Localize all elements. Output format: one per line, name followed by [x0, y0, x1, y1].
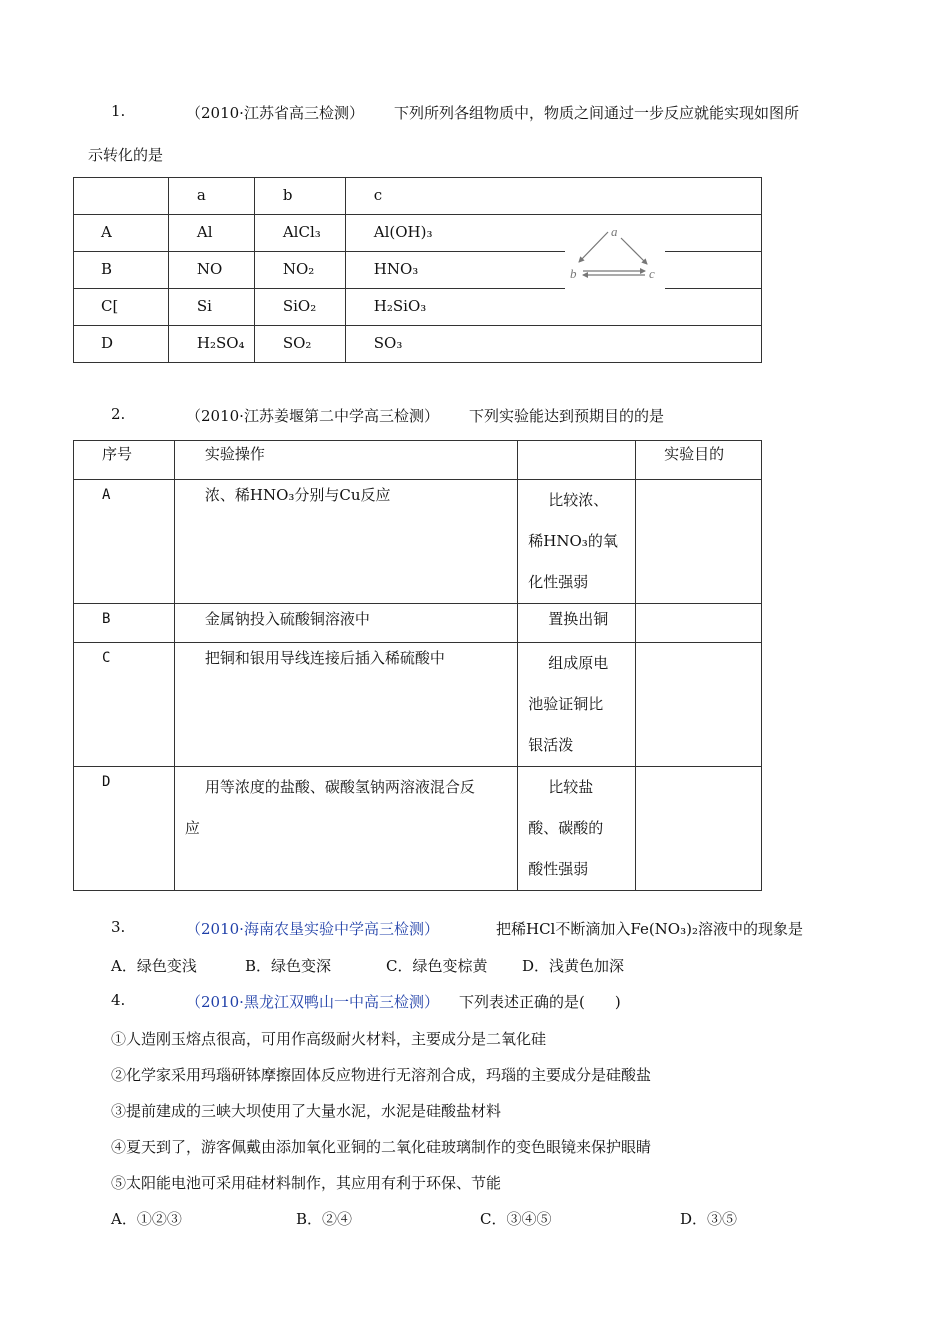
q2-number: 2. [111, 405, 126, 423]
q2-goal-line: 银活泼 [528, 736, 574, 754]
q2-row-label: B [74, 604, 175, 643]
q3-number: 3. [111, 918, 126, 936]
q2-goal-line: 置换出铜 [518, 604, 636, 643]
q2-op-cell [174, 767, 517, 891]
q2-goal-line: 池验证铜比 [528, 695, 604, 713]
q1-cell: H₂SO₄ [168, 326, 254, 363]
q2-header-goal: 实验目的 [636, 441, 762, 480]
q4-text: 下列表述正确的是( ) [459, 993, 621, 1011]
table-row [74, 480, 762, 604]
q2-source: （2010·江苏姜堰第二中学高三检测） [186, 407, 439, 425]
diagram-label-c: c [649, 266, 655, 281]
q1-cell: NO [168, 252, 254, 289]
table-row [74, 178, 762, 215]
q4-statement: ①人造刚玉熔点很高，可用作高级耐火材料，主要成分是二氧化硅 [111, 1030, 547, 1048]
q4-source: （2010·黑龙江双鸭山一中高三检测） [186, 993, 439, 1011]
q2-op-line: 金属钠投入硫酸铜溶液中 [174, 604, 517, 643]
q1-row-label: C[ [74, 289, 169, 326]
q2-row-label: D [74, 767, 175, 891]
q1-cell: SO₃ [345, 326, 761, 363]
q1-header-cell [74, 178, 169, 215]
q3-option: C．绿色变棕黄 [386, 957, 488, 975]
q3-text: 把稀HCl不断滴加入Fe(NO₃)₂溶液中的现象是 [496, 920, 803, 938]
table-row [74, 289, 762, 326]
table-row [74, 441, 762, 480]
q2-goal-cell [518, 480, 636, 604]
q4-statement: ③提前建成的三峡大坝使用了大量水泥，水泥是硅酸盐材料 [111, 1102, 502, 1120]
q3-source: （2010·海南农垦实验中学高三检测） [186, 920, 439, 938]
q4-option: B．②④ [296, 1210, 353, 1228]
q2-goal-line: 比较盐 [548, 778, 594, 796]
q2-goal-line: 化性强弱 [528, 573, 589, 591]
q3-option: B．绿色变深 [245, 957, 332, 975]
diagram-label-b: b [570, 266, 577, 281]
q2-goal-line: 比较浓、 [548, 491, 609, 509]
q1-cell: NO₂ [254, 252, 345, 289]
q4-option: A．①②③ [111, 1210, 182, 1228]
q1-cell: Al(OH)₃ [345, 215, 761, 252]
q1-header-cell: a [168, 178, 254, 215]
table-row [74, 643, 762, 767]
q2-row-label: C [74, 643, 175, 767]
q4-statement: ⑤太阳能电池可采用硅材料制作，其应用有利于环保、节能 [111, 1174, 502, 1192]
q2-header-empty [518, 441, 636, 480]
q2-header-operation: 实验操作 [174, 441, 517, 480]
q4-statement: ④夏天到了，游客佩戴由添加氧化亚铜的二氧化硅玻璃制作的变色眼镜来保护眼睛 [111, 1138, 652, 1156]
q4-option: D．③⑤ [680, 1210, 738, 1228]
q1-row-label: B [74, 252, 169, 289]
q1-text-line2: 示转化的是 [88, 146, 164, 164]
q2-text: 下列实验能达到预期目的的是 [469, 407, 665, 425]
q2-goal-line: 酸、碳酸的 [528, 819, 604, 837]
q1-text-line1: 下列所列各组物质中，物质之间通过一步反应就能实现如图所 [394, 104, 800, 122]
q1-row-label: D [74, 326, 169, 363]
q1-source: （2010·江苏省高三检测） [186, 104, 364, 122]
q2-op-line: 应 [184, 819, 200, 837]
q1-cell: SO₂ [254, 326, 345, 363]
q2-empty-cell [636, 643, 762, 767]
q2-goal-cell [518, 643, 636, 767]
q1-cell: H₂SiO₃ [345, 289, 761, 326]
q1-header-cell: c [345, 178, 761, 215]
q2-op-line: 把铜和银用导线连接后插入稀硫酸中 [174, 643, 517, 767]
table-row [74, 604, 762, 643]
q2-goal-cell [518, 767, 636, 891]
diagram-label-a: a [611, 224, 618, 239]
q1-conversion-diagram [565, 218, 665, 292]
q1-number: 1. [111, 102, 126, 120]
q2-op-line: 浓、稀HNO₃分别与Cu反应 [174, 480, 517, 604]
q2-empty-cell [636, 767, 762, 891]
q2-goal-line: 组成原电 [548, 654, 609, 672]
q2-goal-line: 稀HNO₃的氧 [528, 532, 618, 550]
q2-goal-line: 酸性强弱 [528, 860, 589, 878]
arrow-a-to-b [579, 232, 608, 262]
q1-cell: Al [168, 215, 254, 252]
q4-statement: ②化学家采用玛瑙研钵摩擦固体反应物进行无溶剂合成，玛瑙的主要成分是硅酸盐 [111, 1066, 652, 1084]
q2-header-index: 序号 [74, 441, 175, 480]
q1-header-cell: b [254, 178, 345, 215]
q4-option: C．③④⑤ [480, 1210, 552, 1228]
q2-empty-cell [636, 480, 762, 604]
q2-row-label: A [74, 480, 175, 604]
q1-cell: Si [168, 289, 254, 326]
q1-cell: SiO₂ [254, 289, 345, 326]
q2-empty-cell [636, 604, 762, 643]
table-row [74, 767, 762, 891]
q4-number: 4. [111, 991, 126, 1009]
triangle-arrows-diagram [565, 218, 665, 292]
q3-option: D．浅黄色加深 [522, 957, 625, 975]
q1-cell: HNO₃ [345, 252, 761, 289]
q3-option: A．绿色变浅 [111, 957, 197, 975]
q2-op-line: 用等浓度的盐酸、碳酸氢钠两溶液混合反 [204, 778, 475, 796]
q1-row-label: A [74, 215, 169, 252]
arrow-a-to-c [621, 238, 647, 264]
table-row [74, 326, 762, 363]
q1-cell: AlCl₃ [254, 215, 345, 252]
q2-table [73, 440, 762, 891]
